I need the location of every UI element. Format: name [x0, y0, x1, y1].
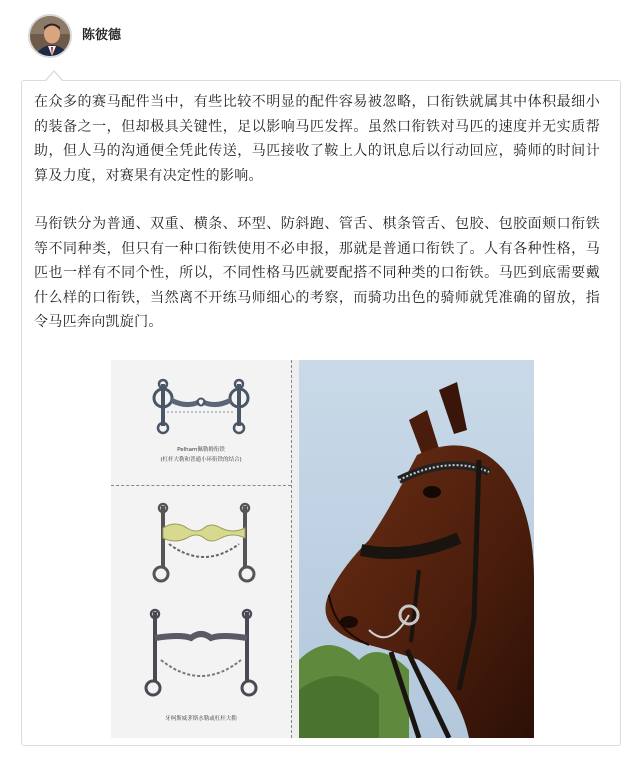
- curb-bit-image: [141, 608, 261, 700]
- horse-photo: [299, 360, 534, 738]
- image-divider: [291, 360, 292, 738]
- avatar-photo: [30, 16, 72, 58]
- bits-panel: [111, 360, 291, 738]
- author-name[interactable]: 陈彼德: [82, 28, 122, 43]
- post-paragraph-1: 在众多的赛马配件当中，有些比较不明显的配件容易被忽略，口衔铁就属其中体积最细小的装备之一，但却极具关键性，足以影响马匹发挥。虽然口衔铁对马匹的速度并无实质帮助，但人马的沟通便全凭此传送，马匹接收了鞍上人的讯息后以行动回应，骑师的时间计算及力度，对赛果有决定性的影响。: [34, 94, 600, 184]
- pelham-caption-title: Pelham佩勒姆衔铁: [177, 447, 225, 453]
- horse-head-image: [299, 360, 534, 738]
- pelham-caption-subtitle: (杠杆大勒和普通小环衔铁的结合): [160, 457, 242, 463]
- avatar[interactable]: [28, 14, 72, 58]
- bradoon-bit-image: [149, 502, 259, 587]
- post-image[interactable]: [111, 360, 534, 738]
- post-paragraph-2: 马衔铁分为普通、双重、横条、环型、防斜跑、管舌、棋条管舌、包胶、包胶面颊口衔铁等不同种类，但只有一种口衔铁使用不必申报，那就是普通口衔铁了。人有各种性格，马匹也一样有不同个性，所以，不同性格马匹就要配搭不同种类的口衔铁。马匹到底需要戴什么样的口衔铁，当然离不开练马师细心的考察，而骑功出色的骑师就凭准确的留放，指令马匹奔向凯旋门。: [34, 216, 600, 330]
- weymouth-caption: 牙柯斯威茅斯水勒或杠杆大勒: [165, 716, 237, 722]
- panel-divider: [111, 485, 291, 486]
- post-header: [0, 0, 634, 82]
- post-card-pointer-fill: [46, 72, 62, 81]
- pelham-bit-image: [141, 378, 261, 438]
